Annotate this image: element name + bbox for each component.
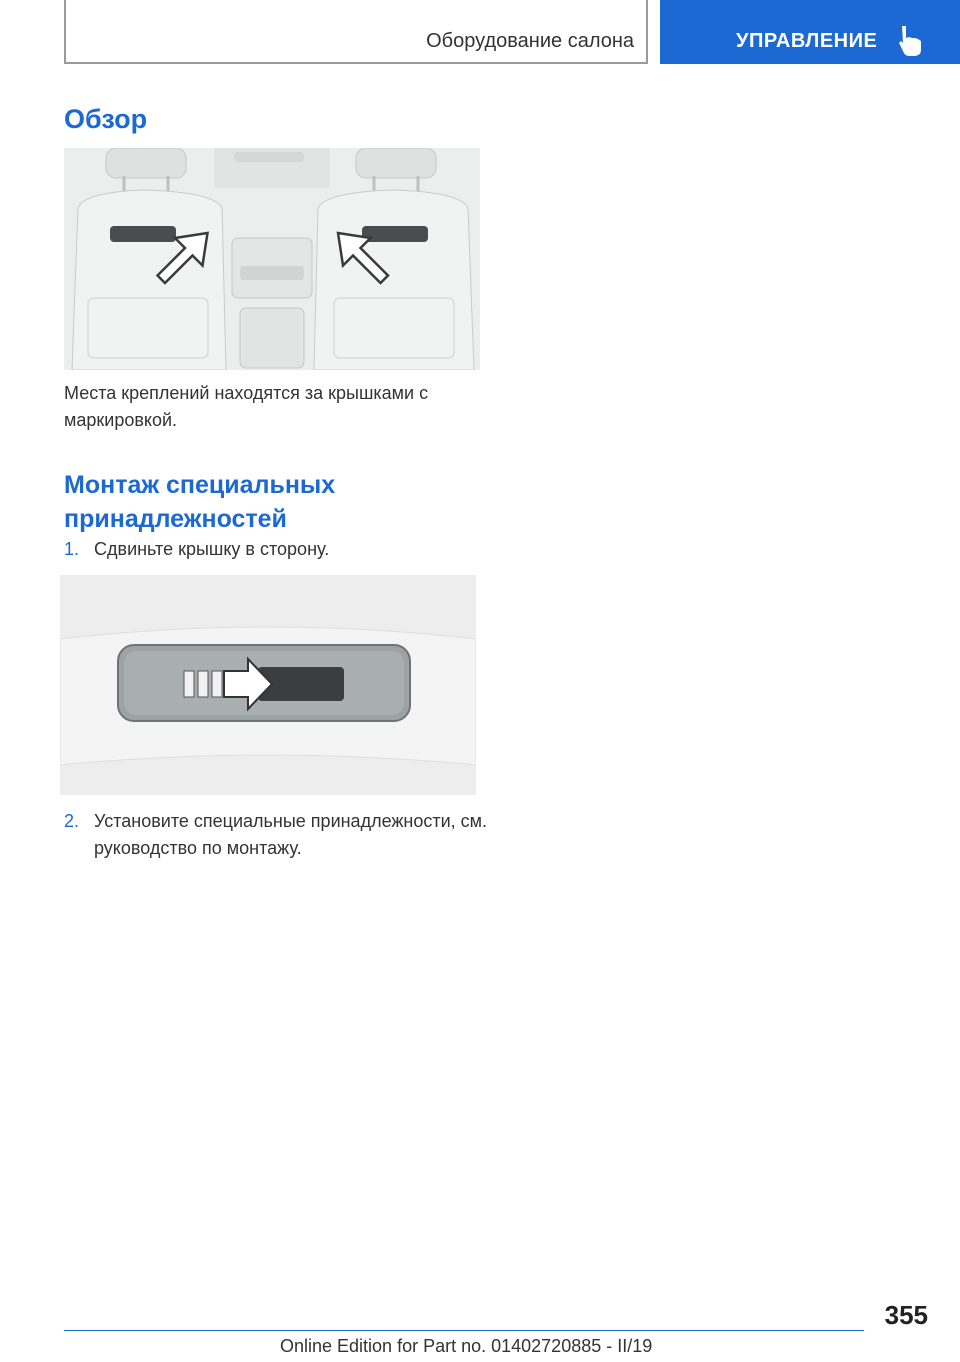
step-2-text: Установите специальные принадлежности, см. руководство по монтажу.	[94, 811, 488, 858]
step-1-number: 1.	[64, 539, 80, 559]
header-chapter-tab[interactable]	[660, 0, 960, 64]
header-chapter-title: УПРАВЛЕНИЕ	[736, 30, 878, 52]
page-number: 355	[884, 1300, 928, 1330]
step-1-text: Сдвиньте крышку в сторону.	[94, 539, 330, 559]
footer-divider	[64, 1330, 864, 1331]
cover-slide-illustration	[60, 575, 476, 795]
rear-seats-illustration	[64, 148, 480, 370]
header-section-title: Оборудование салона	[426, 30, 634, 52]
mounting-heading: Монтаж специальных принадлежностей	[64, 471, 336, 533]
footer-edition: Online Edition for Part no. 01402720885 - II/19	[280, 1336, 653, 1356]
overview-heading: Обзор	[64, 104, 148, 134]
header-section-box	[64, 0, 648, 64]
cover-slide-drawing	[60, 575, 476, 795]
rear-seats-drawing	[64, 148, 480, 370]
hand-pointer-icon	[896, 24, 926, 58]
step-2-number: 2.	[64, 811, 80, 831]
overview-caption: Места креплений находятся за крышками с маркировкой.	[64, 383, 429, 430]
